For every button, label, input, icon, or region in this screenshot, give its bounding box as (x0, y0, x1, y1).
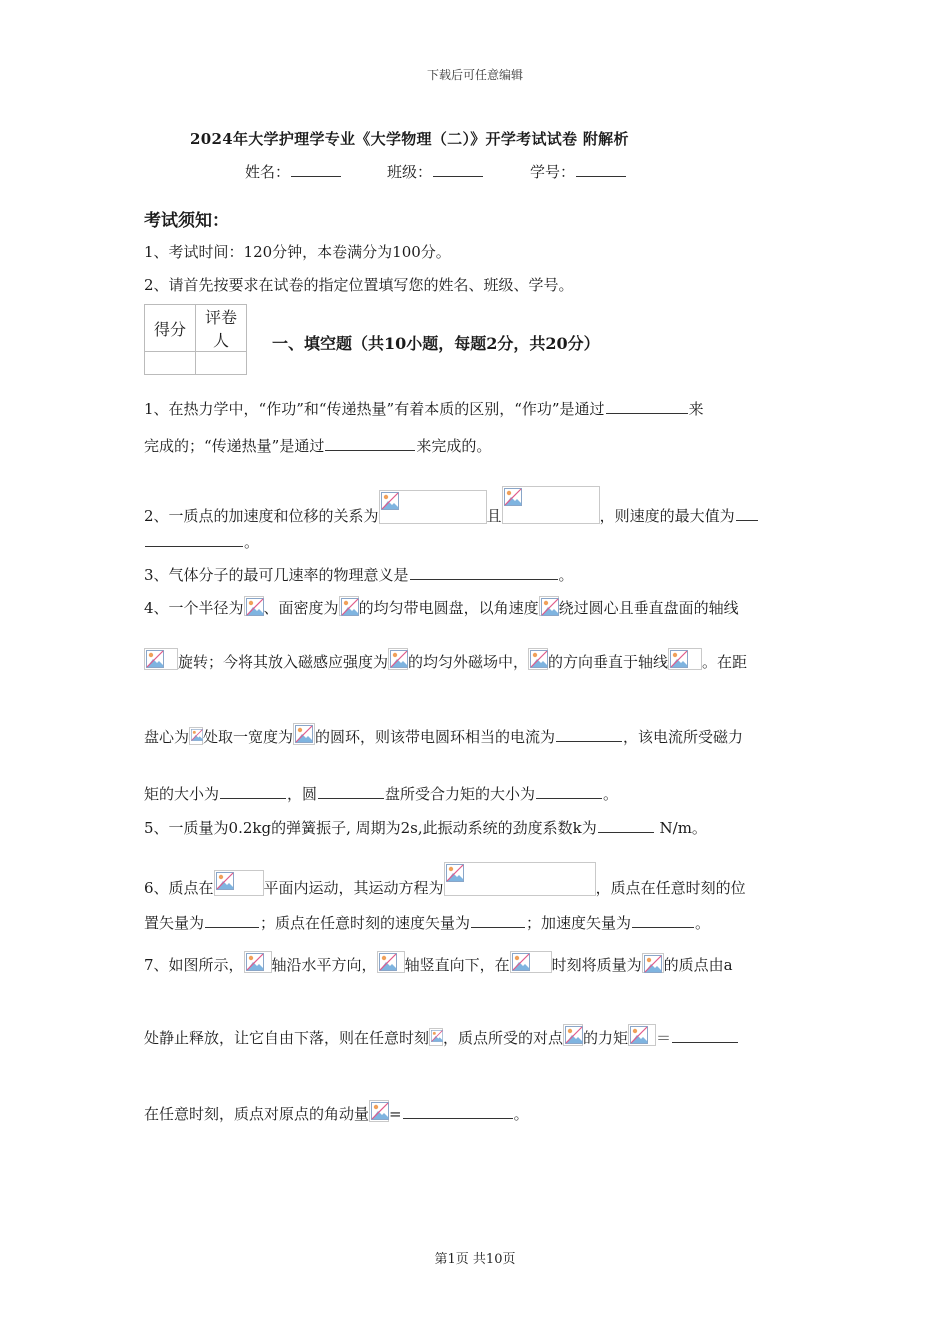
formula-image (293, 723, 315, 745)
part-title: 一、填空题（共10小题，每题2分，共20分） (272, 334, 600, 353)
answer-blank[interactable] (672, 1026, 738, 1043)
broken-image-icon (446, 864, 464, 882)
formula-image (668, 648, 702, 670)
broken-image-icon (246, 953, 264, 971)
class-blank[interactable] (433, 160, 483, 177)
formula-image (628, 1024, 656, 1046)
question-4-line-3: 盘心为 处取一宽度为 的圆环，则该带电圆环相当的电流为 ，该电流所受磁力 (144, 723, 743, 747)
formula-image (214, 870, 264, 896)
score-cell[interactable] (145, 352, 196, 375)
answer-blank[interactable] (318, 782, 384, 799)
broken-image-icon (530, 650, 548, 668)
name-field[interactable] (245, 160, 342, 182)
student-id-blank[interactable] (576, 160, 626, 177)
formula-image (510, 951, 552, 973)
answer-blank[interactable] (736, 504, 758, 521)
broken-image-icon (390, 650, 408, 668)
answer-blank[interactable] (606, 397, 688, 414)
formula-image (502, 486, 600, 524)
broken-image-icon (504, 488, 522, 506)
formula-image (144, 648, 178, 670)
notice-item: 1、考试时间：120分钟，本卷满分为100分。 (144, 243, 451, 261)
answer-blank[interactable] (325, 434, 415, 451)
class-field[interactable] (387, 160, 484, 182)
broken-image-icon (246, 598, 264, 616)
grader-cell[interactable] (196, 352, 247, 375)
broken-image-icon (512, 953, 530, 971)
broken-image-icon (541, 598, 559, 616)
broken-image-icon (644, 955, 662, 973)
formula-image (388, 648, 408, 670)
name-label: 姓名： (245, 163, 291, 181)
formula-image (444, 862, 596, 896)
header-note: 下载后可任意编辑 (426, 68, 523, 82)
answer-blank[interactable] (536, 782, 602, 799)
formula-image (369, 1100, 389, 1122)
answer-blank[interactable] (205, 911, 259, 928)
broken-image-icon (381, 492, 399, 510)
formula-image (429, 1028, 443, 1046)
broken-image-icon (146, 650, 164, 668)
formula-image (642, 953, 664, 973)
question-1-line-1: 1、在热力学中，“作功”和“传递热量”有着本质的区别，“作功”是通过 来 (144, 397, 704, 419)
exam-title: 2024年大学护理学专业《大学物理（二）》开学考试试卷 附解析 (190, 130, 629, 148)
student-id-field[interactable] (530, 160, 627, 182)
formula-image (339, 596, 359, 616)
formula-image (528, 648, 548, 670)
score-header: 得分 (145, 305, 196, 352)
broken-image-icon (341, 598, 359, 616)
question-7-line-2: 处静止释放，让它自由下落，则在任意时刻 ，质点所受的对点 的力矩 ＝ (144, 1024, 739, 1048)
notice-item: 2、请首先按要求在试卷的指定位置填写您的姓名、班级、学号。 (144, 276, 574, 294)
answer-blank[interactable] (598, 816, 654, 833)
notice-title: 考试须知： (144, 211, 229, 231)
answer-blank[interactable] (471, 911, 525, 928)
question-1-line-2: 完成的；“传递热量”是通过 来完成的。 (144, 434, 491, 456)
answer-blank[interactable] (145, 530, 243, 547)
question-6-line-2: 置矢量为 ；质点在任意时刻的速度矢量为 ；加速度矢量为 。 (144, 911, 710, 933)
grader-header: 评卷人 (196, 305, 247, 352)
question-7-line-3: 在任意时刻，质点对原点的角动量 = 。 (144, 1100, 529, 1124)
formula-image (244, 596, 264, 616)
question-2-line-1: 2、一质点的加速度和位移的关系为 且 ，则速度的最大值为 (144, 486, 759, 526)
broken-image-icon (630, 1026, 648, 1044)
broken-image-icon (191, 729, 203, 741)
broken-image-icon (295, 725, 313, 743)
answer-blank[interactable] (403, 1102, 513, 1119)
formula-image (377, 951, 405, 973)
formula-image (244, 951, 272, 973)
broken-image-icon (670, 650, 688, 668)
question-4-line-2: 旋转；今将其放入磁感应强度为 的均匀外磁场中， 的方向垂直于轴线 。在距 (144, 648, 747, 672)
class-label: 班级： (387, 163, 433, 181)
broken-image-icon (379, 953, 397, 971)
broken-image-icon (565, 1026, 583, 1044)
broken-image-icon (371, 1102, 389, 1120)
broken-image-icon (431, 1030, 443, 1042)
formula-image (563, 1024, 583, 1046)
question-7-line-1: 7、如图所示， 轴沿水平方向， 轴竖直向下，在 时刻将质量为 的质点由a (144, 951, 733, 975)
answer-blank[interactable] (410, 563, 558, 580)
answer-blank[interactable] (632, 911, 694, 928)
student-id-label: 学号： (530, 163, 576, 181)
score-table (144, 304, 247, 375)
page-footer: 第1页 共10页 (434, 1252, 516, 1267)
question-3: 3、气体分子的最可几速率的物理意义是 。 (144, 563, 574, 585)
answer-blank[interactable] (220, 782, 286, 799)
answer-blank[interactable] (556, 725, 622, 742)
question-6-line-1: 6、质点在 平面内运动，其运动方程为 ，质点在任意时刻的位 (144, 862, 746, 898)
formula-image (189, 727, 203, 745)
broken-image-icon (216, 872, 234, 890)
formula-image (539, 596, 559, 616)
question-2-line-2: 。 (144, 530, 259, 552)
formula-image (379, 490, 487, 524)
question-4-line-1: 4、一个半径为 、面密度为 的均匀带电圆盘，以角速度 绕过圆心且垂直盘面的轴线 (144, 596, 739, 618)
name-blank[interactable] (291, 160, 341, 177)
question-5: 5、一质量为0.2kg的弹簧振子, 周期为2s,此振动系统的劲度系数k为 N/m。 (144, 816, 707, 838)
question-4-line-4: 矩的大小为 ，圆 盘所受合力矩的大小为 。 (144, 782, 618, 804)
